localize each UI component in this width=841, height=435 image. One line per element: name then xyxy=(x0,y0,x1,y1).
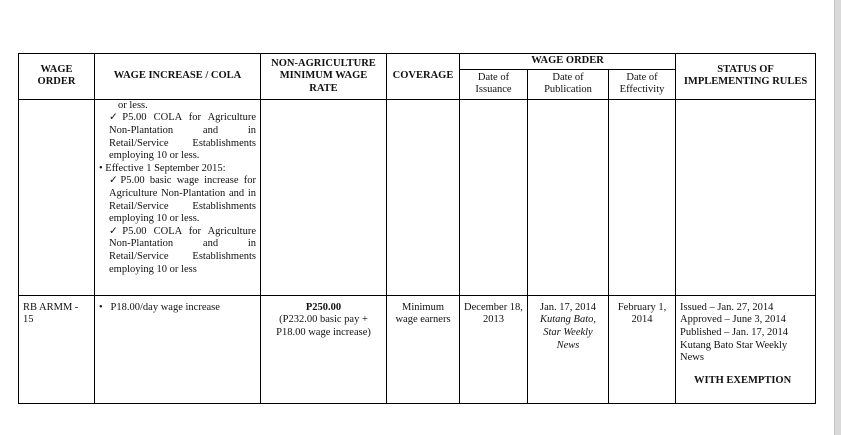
check-item: ✓P5.00 COLA for Agriculture Non-Plantation and in Retail/Service Establishments employing 10 or less. xyxy=(109,112,256,162)
check-item: ✓P5.00 basic wage increase for Agriculture Non-Plantation and in Retail/Service Establishments employing 10 or less. xyxy=(109,175,256,225)
cell-effectivity: February 1, 2014 xyxy=(609,295,676,403)
status-line: Approved – June 3, 2014 xyxy=(680,314,786,326)
rate-detail: (P232.00 basic pay + P18.00 wage increase) xyxy=(276,314,371,338)
col-wage-order-group: WAGE ORDER xyxy=(460,54,676,70)
cell-wage-increase xyxy=(95,99,261,295)
status-line: Published – Jan. 17, 2014 xyxy=(680,326,788,338)
table-row xyxy=(19,99,816,295)
status-line: Kutang Bato Star Weekly News xyxy=(680,339,788,364)
rate-main: P250.00 xyxy=(305,301,342,313)
cell-issuance xyxy=(460,99,528,295)
check-item: ✓P5.00 COLA for Agriculture Non-Plantation and in Retail/Service Establishments employing 10 or less xyxy=(109,225,256,275)
status-line: Issued – Jan. 27, 2014 xyxy=(680,301,774,313)
cell-wage-order xyxy=(19,99,95,295)
col-wage-order: WAGE ORDER xyxy=(19,54,95,100)
cell-status xyxy=(676,295,816,403)
cell-rate xyxy=(261,99,387,295)
col-coverage: COVERAGE xyxy=(387,54,460,100)
cell-publication xyxy=(528,295,609,403)
cell-wage-increase: • P18.00/day wage increase xyxy=(95,295,261,403)
cell-coverage: Minimum wage earners xyxy=(387,295,460,403)
text-continuation: or less. xyxy=(118,99,148,111)
wage-order-table xyxy=(18,53,816,404)
cell-issuance: December 18, 2013 xyxy=(460,295,528,403)
bullet-item: • Effective 1 September 2015: xyxy=(99,162,226,174)
col-status-rules: STATUS OF IMPLEMENTING RULES xyxy=(676,54,816,100)
header-row xyxy=(19,54,816,70)
publication-date: Jan. 17, 2014 xyxy=(540,301,596,313)
cell-status xyxy=(676,99,816,295)
col-date-issuance: Date of Issuance xyxy=(460,69,528,99)
col-date-effectivity: Date of Effectivity xyxy=(609,69,676,99)
cell-wage-order: RB ARMM - 15 xyxy=(19,295,95,403)
cell-coverage xyxy=(387,99,460,295)
publication-source: Kutang Bato, Star Weekly News xyxy=(539,314,596,351)
exemption-label: WITH EXEMPTION xyxy=(694,374,792,386)
cell-effectivity xyxy=(609,99,676,295)
col-date-publication: Date of Publication xyxy=(528,69,609,99)
cell-rate xyxy=(261,295,387,403)
cell-publication xyxy=(528,99,609,295)
table-row xyxy=(19,295,816,403)
scrollbar[interactable] xyxy=(834,0,841,435)
col-non-agri-rate: NON-AGRICULTURE MINIMUM WAGE RATE xyxy=(261,54,387,100)
col-wage-increase: WAGE INCREASE / COLA xyxy=(95,54,261,100)
